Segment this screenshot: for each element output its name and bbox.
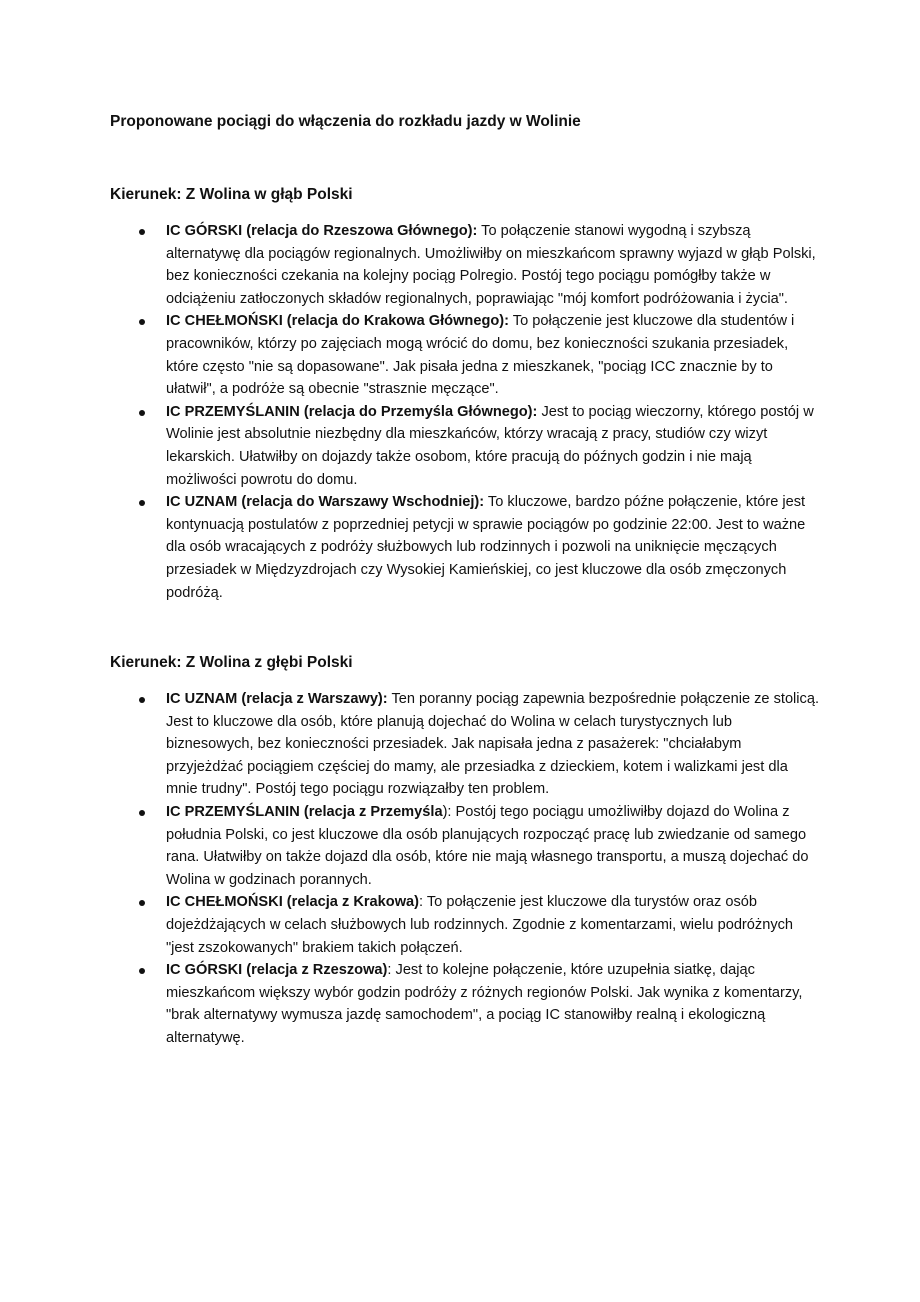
train-description: To połączenie jest kluczowe dla studentów i pracowników, którzy po zajęciach mogą wrócić do domu, bez konieczności szukania przesiadek, które często "nie są dopasowane". Jak pisała jedna z mieszkanek, "pociąg ICC znacznie by to ułatwił", a podróże są obecnie "strasznie męczące". (166, 313, 795, 398)
bullet-icon (139, 229, 145, 235)
title-suffix: : (419, 894, 424, 911)
bullet-icon (139, 900, 145, 906)
train-title: IC GÓRSKI (relacja do Rzeszowa Głównego): (166, 223, 478, 239)
bullet-icon (139, 410, 145, 416)
train-description: Postój tego pociągu umożliwiłby dojazd do Wolina z południa Polski, co jest kluczowe dla osób planujących rozpocząć pracę lub zwiedzanie od samego rana. Ułatwiłby on także dojazd dla osób, które nie mają własnego transportu, a muszą dojechać do Wolina w godzinach porannych. (166, 804, 809, 888)
list-item (110, 688, 820, 801)
bullet-icon (139, 810, 145, 816)
title-suffix: ): (442, 804, 452, 821)
train-description: To kluczowe, bardzo późne połączenie, które jest kontynuacją postulatów z poprzedniej petycji w sprawie pociągów po godzinie 22:00. Jest to ważne dla osób wracających z podróży służbowych lub rodzinnych i pozwoli na uniknięcie męczących przesiadek w Międzyzdrojach czy Wysokiej Kamieńskiej, co jest kluczowe dla osób zmęczonych podróżą. (166, 494, 806, 601)
list-item (110, 401, 820, 491)
train-description: Jest to pociąg wieczorny, którego postój w Wolinie jest absolutnie niezbędny dla mieszkańców, którzy wracają z pracy, studiów czy wizyt lekarskich. Ułatwiłby on dojazdy także osobom, które pracują do późnych godzin i nie mają możliwości powrotu do domu. (166, 403, 814, 488)
train-list (110, 220, 820, 604)
train-title: IC PRZEMYŚLANIN (relacja z Przemyśla (166, 804, 443, 821)
section-to-wolin (110, 652, 820, 1050)
train-title: IC PRZEMYŚLANIN (relacja do Przemyśla Głównego): (166, 403, 538, 420)
train-title: IC CHEŁMOŃSKI (relacja z Krakowa) (166, 894, 420, 911)
bullet-icon (139, 319, 145, 325)
list-item (110, 959, 820, 1049)
train-list (110, 688, 820, 1050)
train-description: To połączenie jest kluczowe dla turystów oraz osób dojeżdżających w celach służbowych lub rodzinnych. Zgodnie z komentarzami, wielu podróżnych "jest zszokowanych" brakiem takich połączeń. (166, 894, 794, 956)
section-heading: Kierunek: Z Wolina z głębi Polski (110, 654, 353, 672)
train-description: Ten poranny pociąg zapewnia bezpośrednie połączenie ze stolicą. Jest to kluczowe dla osób, które planują dojechać do Wolina w celach turystycznych lub biznesowych, bez konieczności przesiadek. Jak napisała jedna z pasażerek: "chciałabym przyjeżdżać pociągiem częściej do mamy, ale przesiadka z dzieckiem, kotem i walizkami jest dla mnie trudny". Postój tego pociągu rozwiązałby ten problem. (166, 691, 820, 798)
train-title: IC GÓRSKI (relacja z Rzeszowa) (166, 962, 388, 979)
section-heading: Kierunek: Z Wolina w głąb Polski (110, 186, 353, 203)
list-item (110, 310, 820, 400)
title-suffix: : (387, 962, 392, 979)
list-item (110, 801, 820, 891)
bullet-icon (139, 968, 145, 974)
bullet-icon (139, 697, 145, 703)
train-title: IC UZNAM (relacja z Warszawy): (166, 691, 388, 708)
train-description: Jest to kolejne połączenie, które uzupełnia siatkę, dając mieszkańcom większy wybór godzin podróży z różnych regionów Polski. Jak wynika z komentarzy, "brak alternatywy wymusza jazdę samochodem", a pociąg IC stanowiłby realną i ekologiczną alternatywę. (166, 962, 803, 1046)
bullet-icon (139, 500, 145, 506)
list-item (110, 491, 820, 604)
list-item (110, 891, 820, 959)
list-item (110, 220, 820, 310)
train-description: To połączenie stanowi wygodną i szybszą alternatywę dla pociągów regionalnych. Umożliwiłby on mieszkańcom sprawny wyjazd w głąb Polski, bez konieczności czekania na kolejny pociąg Polregio. Postój tego pociągu pomógłby także w odciążeniu zatłoczonych składów regionalnych, poprawiając "mój komfort podróżowania i życia". (166, 223, 816, 307)
train-title: IC UZNAM (relacja do Warszawy Wschodniej): (166, 494, 485, 511)
document-title: Proponowane pociągi do włączenia do rozkładu jazdy w Wolinie (110, 113, 581, 130)
train-title: IC CHEŁMOŃSKI (relacja do Krakowa Głównego): (166, 313, 509, 330)
section-from-wolin (110, 184, 820, 604)
